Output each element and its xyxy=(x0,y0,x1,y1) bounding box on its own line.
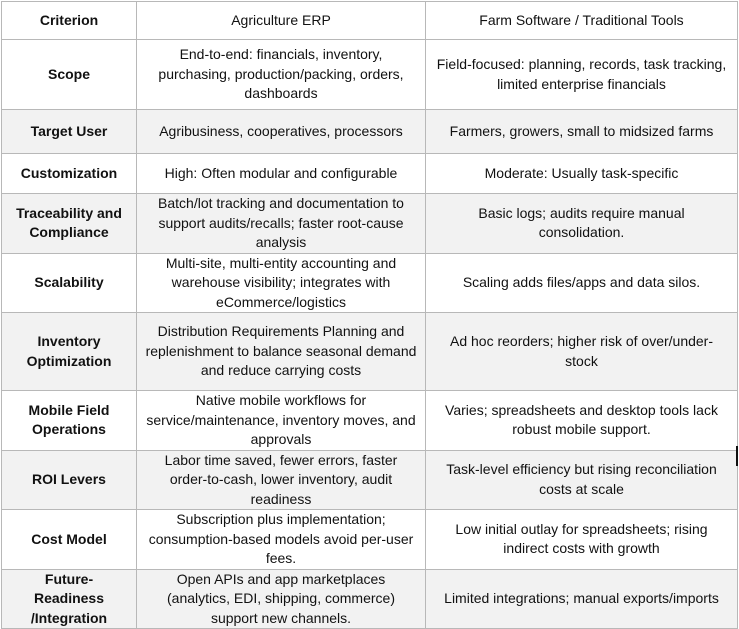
erp-cell: High: Often modular and configurable xyxy=(137,154,426,194)
criterion-cell: Inventory Optimization xyxy=(2,313,137,391)
farm-cell: Basic logs; audits require manual consolidation. xyxy=(426,194,738,254)
table-row xyxy=(2,154,738,194)
criterion-cell: Customization xyxy=(2,154,137,194)
header-farm-software: Farm Software / Traditional Tools xyxy=(426,2,738,40)
criterion-cell: Future-Readiness /Integration xyxy=(2,569,137,629)
erp-cell: End-to-end: financials, inventory, purchasing, production/packing, orders, dashboards xyxy=(137,40,426,110)
erp-cell: Labor time saved, fewer errors, faster order-to-cash, lower inventory, audit readiness xyxy=(137,450,426,510)
farm-cell: Scaling adds files/apps and data silos. xyxy=(426,253,738,313)
table-row xyxy=(2,569,738,629)
header-criterion: Criterion xyxy=(2,2,137,40)
farm-cell: Limited integrations; manual exports/imports xyxy=(426,569,738,629)
criterion-cell: Scalability xyxy=(2,253,137,313)
farm-cell: Varies; spreadsheets and desktop tools lack robust mobile support. xyxy=(426,391,738,451)
table-row xyxy=(2,194,738,254)
criterion-cell: Target User xyxy=(2,110,137,154)
farm-cell: Task-level efficiency but rising reconciliation costs at scale xyxy=(426,450,738,510)
table-row xyxy=(2,40,738,110)
erp-cell: Native mobile workflows for service/maintenance, inventory moves, and approvals xyxy=(137,391,426,451)
criterion-cell: Mobile Field Operations xyxy=(2,391,137,451)
header-row xyxy=(2,2,738,40)
header-agriculture-erp: Agriculture ERP xyxy=(137,2,426,40)
criterion-cell: ROI Levers xyxy=(2,450,137,510)
table-row xyxy=(2,391,738,451)
farm-cell: Low initial outlay for spreadsheets; rising indirect costs with growth xyxy=(426,510,738,570)
erp-cell: Multi-site, multi-entity accounting and warehouse visibility; integrates with eCommerce/logistics xyxy=(137,253,426,313)
farm-cell: Farmers, growers, small to midsized farms xyxy=(426,110,738,154)
erp-cell: Agribusiness, cooperatives, processors xyxy=(137,110,426,154)
table-row xyxy=(2,450,738,510)
text-cursor xyxy=(736,446,738,466)
criterion-cell: Cost Model xyxy=(2,510,137,570)
table-row xyxy=(2,510,738,570)
erp-cell: Batch/lot tracking and documentation to support audits/recalls; faster root-cause analysis xyxy=(137,194,426,254)
erp-cell: Distribution Requirements Planning and replenishment to balance seasonal demand and reduce carrying costs xyxy=(137,313,426,391)
farm-cell: Ad hoc reorders; higher risk of over/under-stock xyxy=(426,313,738,391)
criterion-cell: Traceability and Compliance xyxy=(2,194,137,254)
criterion-cell: Scope xyxy=(2,40,137,110)
farm-cell: Moderate: Usually task-specific xyxy=(426,154,738,194)
comparison-table xyxy=(1,1,738,629)
table-row xyxy=(2,253,738,313)
farm-cell: Field-focused: planning, records, task tracking, limited enterprise financials xyxy=(426,40,738,110)
erp-cell: Subscription plus implementation; consumption-based models avoid per-user fees. xyxy=(137,510,426,570)
erp-cell: Open APIs and app marketplaces (analytics, EDI, shipping, commerce) support new channels. xyxy=(137,569,426,629)
table-row xyxy=(2,313,738,391)
table-row xyxy=(2,110,738,154)
